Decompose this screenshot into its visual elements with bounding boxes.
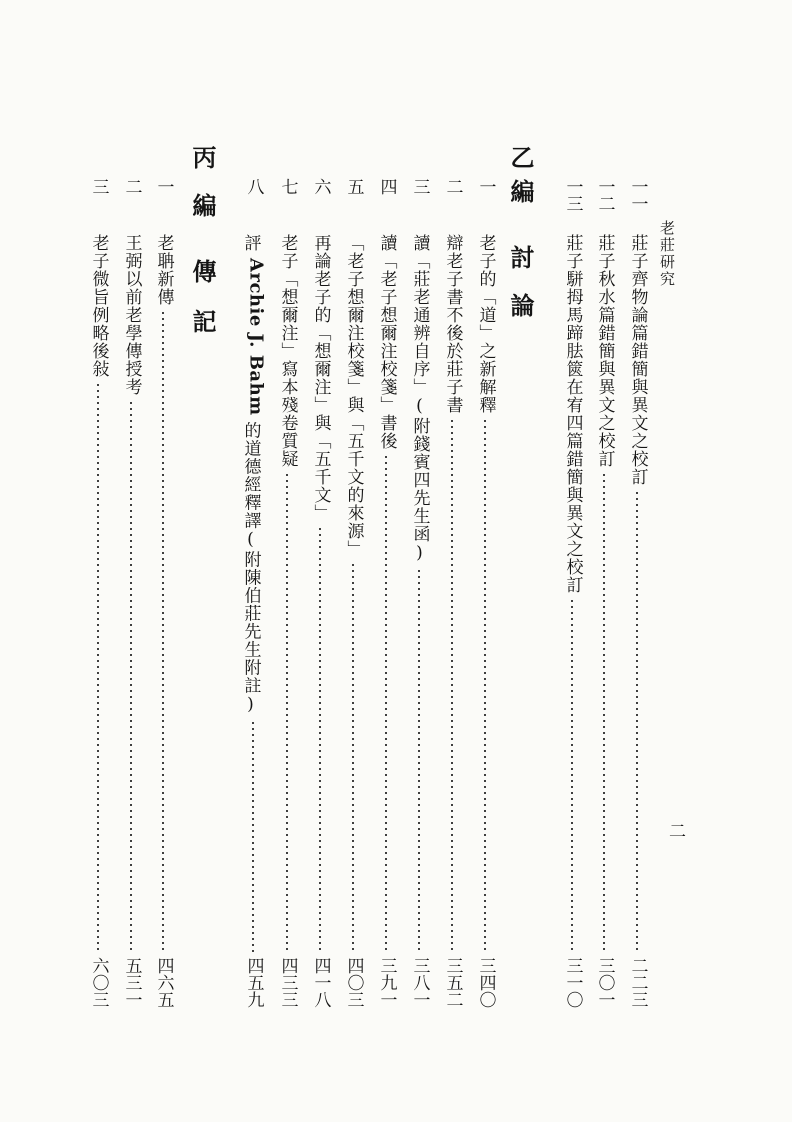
entry-page: 四三三 (277, 957, 298, 1008)
entry-number: 一 (153, 178, 174, 195)
toc-entry-bing-3[interactable] (85, 178, 111, 1008)
entry-title: 老聃新傳 (153, 234, 174, 306)
dot-leader (162, 310, 164, 953)
dot-leader (97, 382, 99, 953)
entry-number: 四 (376, 178, 397, 195)
entry-page: 五三一 (121, 957, 142, 1008)
entry-title: 莊子駢拇馬蹄胠篋在宥四篇錯簡與異文之校訂 (562, 234, 583, 594)
toc-entry-bing-1[interactable] (150, 178, 176, 1008)
entry-page: 四六五 (153, 957, 174, 1008)
entry-number: 一三 (562, 178, 583, 212)
entry-title: 再論老子的「想爾注」與「五千文」 (310, 234, 331, 522)
entry-page: 二二三 (627, 957, 648, 1008)
entry-number: 五 (343, 178, 364, 195)
dot-leader (252, 720, 254, 953)
dot-leader (571, 598, 573, 953)
dot-leader (418, 568, 420, 953)
entry-title-suffix: 的道德經釋譯(附陳伯莊先生附註) (240, 421, 261, 716)
toc-entry-yi-8[interactable] (240, 178, 266, 1008)
section-title-part: 編 (188, 193, 217, 219)
entry-page: 三〇一 (594, 957, 615, 1008)
entry-number: 三 (88, 178, 109, 195)
entry-number: 八 (243, 178, 264, 195)
entry-title: 「老子想爾注校箋」與「五千文的來源」 (343, 234, 364, 558)
entry-title-latin: Archie J. Bahm (245, 258, 267, 416)
section-title-part: 編 (506, 179, 535, 205)
toc-entry-yi-6[interactable] (307, 178, 333, 1008)
toc-entry-yi-3[interactable] (406, 178, 432, 1008)
entry-page: 三五二 (442, 957, 463, 1008)
dot-leader (286, 472, 288, 953)
toc-entry-bing-2[interactable] (118, 178, 144, 1008)
entry-number: 六 (310, 178, 331, 195)
entry-number: 三 (409, 178, 430, 195)
running-title: 老莊研究 (658, 220, 676, 288)
toc-entry-yi-4[interactable] (373, 178, 399, 1008)
dot-leader (385, 454, 387, 953)
entry-title: 讀「老子想爾注校箋」書後 (376, 234, 397, 450)
entry-title (242, 234, 265, 716)
section-title-yi (506, 145, 535, 319)
entry-title: 莊子齊物論篇錯簡與異文之校訂 (627, 234, 648, 486)
dot-leader (352, 562, 354, 953)
dot-leader (636, 490, 638, 953)
entry-page: 三八一 (409, 957, 430, 1008)
entry-number: 二 (121, 178, 142, 195)
page-number: 二 (665, 822, 685, 839)
section-title-part: 討 (506, 245, 535, 271)
entry-number: 一二 (594, 178, 615, 212)
dot-leader (130, 400, 132, 953)
entry-title: 讀「莊老通辨自序」(附錢賓四先生函) (409, 234, 430, 564)
entry-number: 二 (442, 178, 463, 195)
section-title-part: 傳 (188, 259, 217, 285)
entry-title: 老子微旨例略後敍 (88, 234, 109, 378)
dot-leader (603, 472, 605, 953)
entry-title: 老子「想爾注」寫本殘卷質疑 (277, 234, 298, 468)
section-title-part: 記 (188, 309, 217, 335)
toc-entry-yi-7[interactable] (274, 178, 300, 1008)
entry-title: 老子的「道」之新解釋 (475, 234, 496, 414)
toc-entry-12[interactable] (591, 178, 617, 1008)
section-title-bing (188, 145, 217, 335)
entry-number: 七 (277, 178, 298, 195)
toc-entry-yi-5[interactable] (340, 178, 366, 1008)
entry-page: 六〇三 (88, 957, 109, 1008)
dot-leader (451, 418, 453, 953)
entry-title: 辯老子書不後於莊子書 (442, 234, 463, 414)
toc-entry-13[interactable] (559, 178, 585, 1008)
section-title-part: 乙 (506, 145, 535, 171)
entry-number: 一 (475, 178, 496, 195)
toc-entry-yi-1[interactable] (472, 178, 498, 1008)
entry-page: 三九一 (376, 957, 397, 1008)
toc-entry-11[interactable] (624, 178, 650, 1008)
entry-title-prefix: 評 (240, 234, 261, 252)
entry-page: 三一〇 (562, 957, 583, 1008)
entry-number: 一一 (627, 178, 648, 212)
dot-leader (319, 526, 321, 953)
toc-entry-yi-2[interactable] (439, 178, 465, 1008)
dot-leader (484, 418, 486, 953)
entry-page: 四五九 (243, 957, 264, 1008)
entry-page: 四〇三 (343, 957, 364, 1008)
entry-title: 王弼以前老學傳授考 (121, 234, 142, 396)
section-title-part: 丙 (188, 145, 217, 171)
section-title-part: 論 (506, 293, 535, 319)
entry-title: 莊子秋水篇錯簡與異文之校訂 (594, 234, 615, 468)
entry-page: 三四〇 (475, 957, 496, 1008)
entry-page: 四一八 (310, 957, 331, 1008)
